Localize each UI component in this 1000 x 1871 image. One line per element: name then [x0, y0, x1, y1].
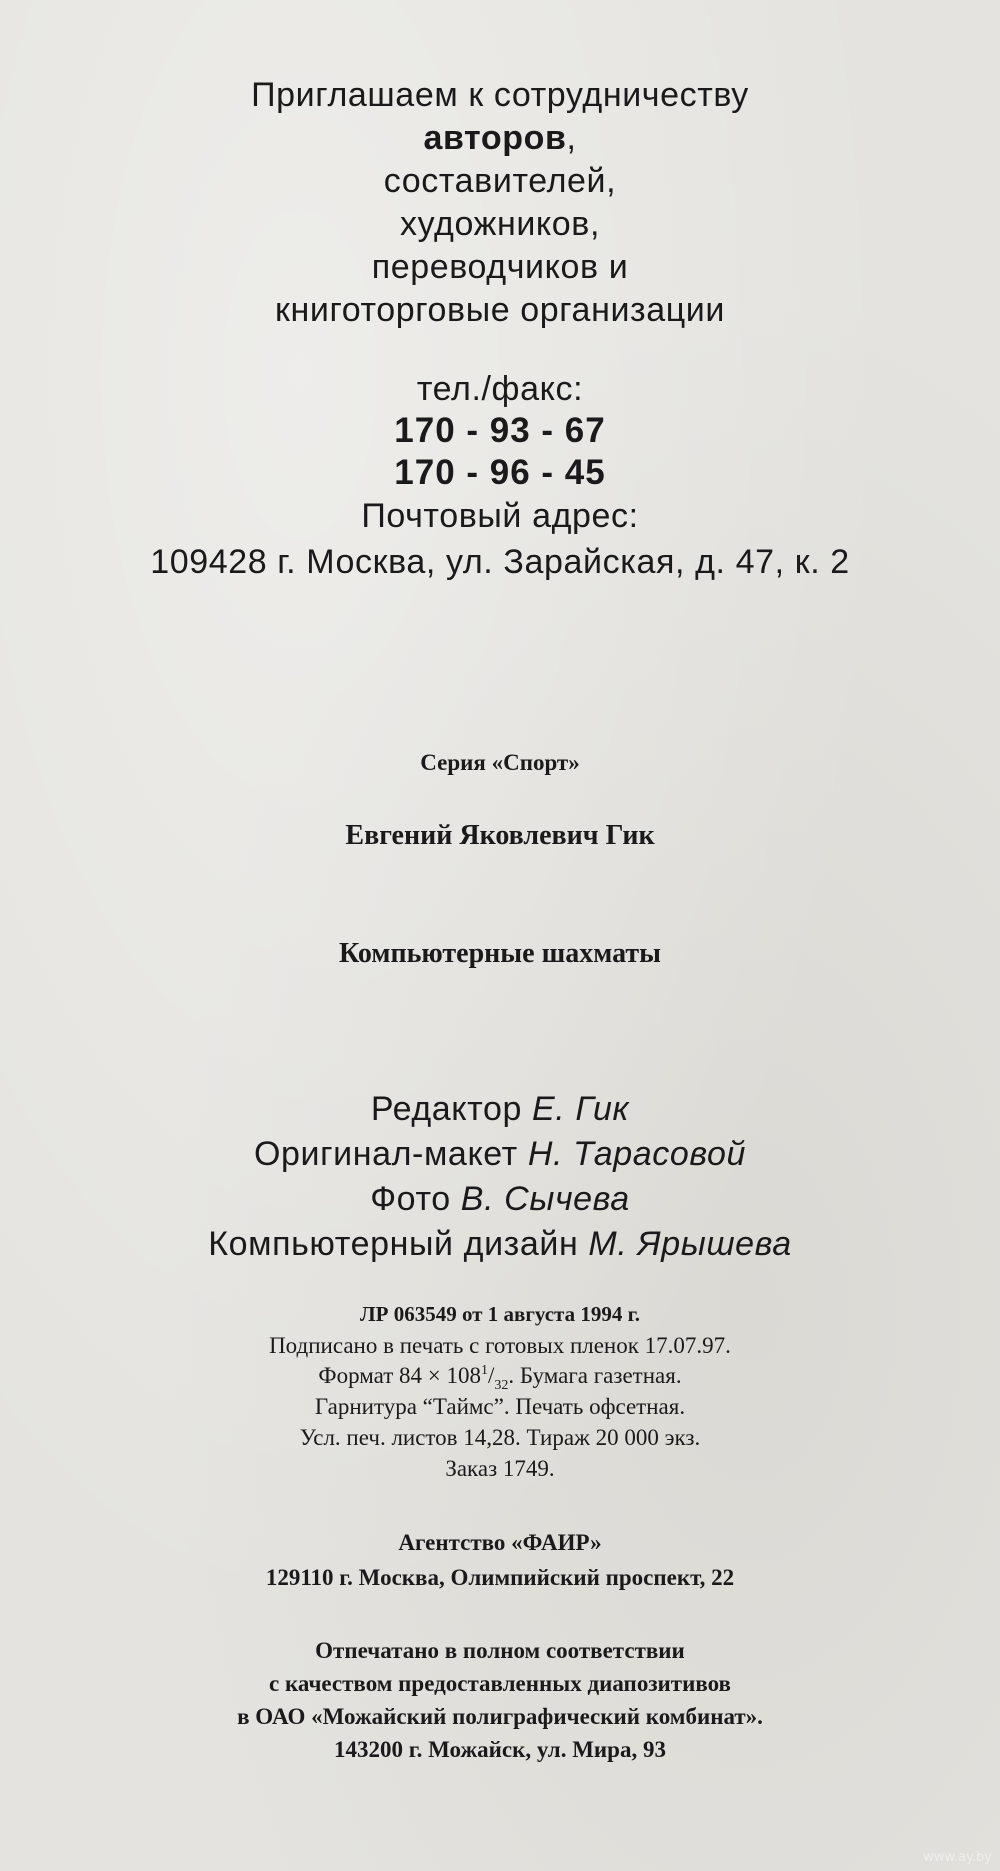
- invite-line-1: Приглашаем к сотрудничеству: [251, 76, 749, 114]
- invite-line-authors: [0, 119, 1000, 158]
- publisher-address: 129110 г. Москва, Олимпийский проспект, 22: [265, 1565, 735, 1590]
- invite-authors-comma: ,: [566, 119, 577, 157]
- format-prefix: Формат 84 × 108: [318, 1363, 482, 1388]
- address-label: Почтовый адрес:: [361, 497, 639, 535]
- invite-line-6: книготорговые организации: [275, 291, 725, 329]
- credit-role: Редактор: [370, 1090, 522, 1128]
- credit-role: Компьютерный дизайн: [208, 1225, 579, 1263]
- license: ЛР 063549 от 1 августа 1994 г.: [359, 1302, 641, 1326]
- format-suffix: . Бумага газетная.: [508, 1363, 682, 1388]
- credit-name: Е. Гик: [532, 1090, 630, 1128]
- credit-editor: [0, 1090, 1000, 1129]
- book-title: Компьютерные шахматы: [339, 938, 661, 969]
- signed-to-print: Подписано в печать с готовых пленок 17.07.97.: [269, 1333, 731, 1358]
- credit-design: [0, 1225, 1000, 1264]
- typeface: Гарнитура “Таймс”. Печать офсетная.: [314, 1394, 686, 1419]
- credit-name: М. Ярышева: [588, 1225, 792, 1263]
- credit-name: Н. Тарасовой: [527, 1135, 747, 1173]
- invite-authors: авторов: [423, 119, 567, 157]
- format-numerator: 1: [481, 1363, 489, 1378]
- printer-line-4: 143200 г. Можайск, ул. Мира, 93: [334, 1737, 666, 1762]
- watermark: www.ay.by: [923, 1850, 992, 1865]
- printer-line-1: Отпечатано в полном соответствии: [315, 1638, 685, 1663]
- invite-line-3: составителей,: [383, 162, 617, 200]
- format-denominator: 32: [494, 1378, 509, 1393]
- phone-1: 170 - 93 - 67: [394, 411, 606, 450]
- publisher-name: Агентство «ФАИР»: [398, 1530, 602, 1555]
- invite-line-5: переводчиков и: [371, 248, 629, 286]
- series: Серия «Спорт»: [420, 750, 580, 775]
- sheets-print-run: Усл. печ. листов 14,28. Тираж 20 000 экз.: [299, 1425, 701, 1450]
- printer-line-2: с качеством предоставленных диапозитивов: [269, 1671, 731, 1696]
- postal-address: 109428 г. Москва, ул. Зарайская, д. 47, к. 2: [150, 543, 850, 581]
- credit-name: В. Сычева: [460, 1180, 630, 1218]
- invite-line-4: художников,: [399, 205, 601, 243]
- phone-2: 170 - 96 - 45: [394, 453, 606, 492]
- credit-layout: [0, 1135, 1000, 1174]
- credit-photo: [0, 1180, 1000, 1219]
- format: Формат $84 \times 108^1/_{32}$. Бумага газетная.: [318, 1363, 682, 1393]
- credit-role: Фото: [370, 1180, 451, 1218]
- author: Евгений Яковлевич Гик: [345, 820, 655, 851]
- order-number: Заказ 1749.: [445, 1456, 555, 1481]
- credit-role: Оригинал-макет: [253, 1135, 518, 1173]
- tel-label: тел./факс:: [416, 370, 584, 408]
- printer-line-3: в ОАО «Можайский полиграфический комбинат».: [237, 1704, 763, 1729]
